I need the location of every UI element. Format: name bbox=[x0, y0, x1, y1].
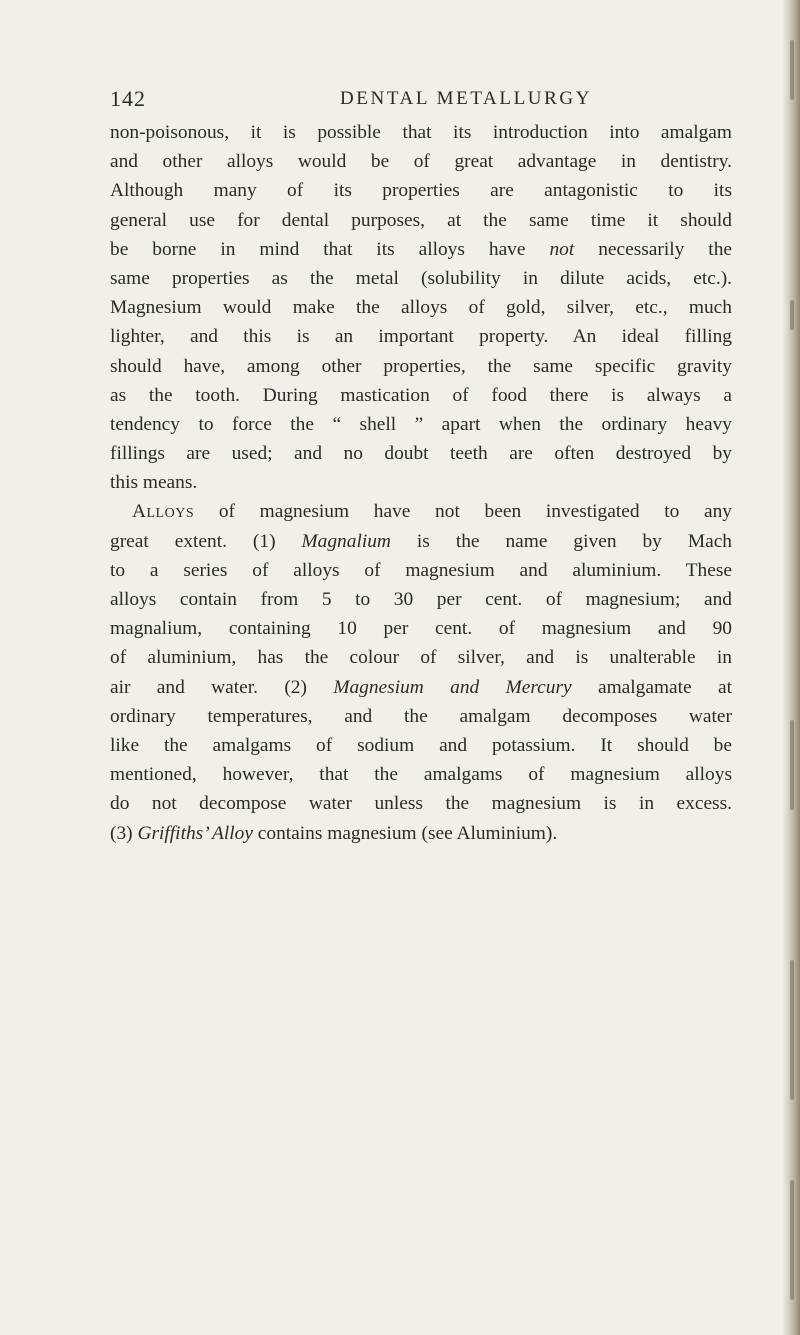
text-line: like the amalgams of sodium and potassium. It should be bbox=[110, 734, 732, 756]
edge-mark bbox=[790, 1180, 794, 1300]
text-run: be borne in mind that its alloys have bbox=[110, 238, 550, 260]
text-line: ordinary temperatures, and the amalgam decomposes water bbox=[110, 705, 732, 727]
running-head bbox=[110, 86, 732, 118]
edge-mark bbox=[790, 960, 794, 1100]
text-line: and other alloys would be of great advantage in dentistry. bbox=[110, 151, 732, 173]
text-line: should have, among other properties, the same specific gravity bbox=[110, 355, 732, 377]
emphasis: Magnesium and Mercury bbox=[333, 676, 572, 698]
text-line: same properties as the metal (solubility in dilute acids, etc.). bbox=[110, 267, 732, 289]
text-line bbox=[110, 235, 732, 264]
text-run: is the name given by Mach bbox=[390, 530, 732, 552]
text-line: of aluminium, has the colour of silver, and is unalterable in bbox=[110, 647, 732, 669]
text-line: Although many of its properties are antagonistic to its bbox=[110, 180, 732, 202]
edge-mark bbox=[790, 300, 794, 330]
edge-mark bbox=[790, 40, 794, 100]
emphasis: Magnalium bbox=[301, 530, 391, 552]
emphasis: Griffiths’ Alloy bbox=[137, 822, 253, 844]
text-run: of magnesium have not been investigated to any bbox=[194, 501, 732, 523]
text-line bbox=[110, 819, 732, 848]
text-line bbox=[110, 527, 732, 556]
small-caps-lead: Alloys bbox=[132, 501, 195, 523]
text-line: this means. bbox=[110, 472, 198, 494]
running-title: DENTAL METALLURGY bbox=[339, 88, 593, 109]
text-line: fillings are used; and no doubt teeth are often destroyed by bbox=[110, 443, 732, 465]
page-number: 142 bbox=[110, 86, 146, 111]
text-line: alloys contain from 5 to 30 per cent. of magnesium; and bbox=[110, 589, 732, 610]
emphasis: not bbox=[549, 238, 575, 260]
page-edge-shadow bbox=[782, 0, 800, 1335]
text-line: magnalium, containing 10 per cent. of magnesium and 90 bbox=[110, 618, 732, 640]
text-run: (3) bbox=[110, 822, 138, 844]
text-line: do not decompose water unless the magnesium is in excess. bbox=[110, 793, 732, 815]
text-run: air and water. (2) bbox=[110, 676, 334, 698]
paragraph-2 bbox=[110, 497, 732, 847]
edge-mark bbox=[790, 720, 794, 810]
text-line: non-poisonous, it is possible that its introduction into amalgam bbox=[110, 122, 732, 143]
text-line: Magnesium would make the alloys of gold, silver, etc., much bbox=[110, 297, 732, 319]
text-run: necessarily the bbox=[574, 238, 732, 260]
text-line: as the tooth. During mastication of food there is always a bbox=[110, 384, 732, 406]
text-run: great extent. (1) bbox=[110, 530, 302, 552]
text-line: tendency to force the “ shell ” apart when the ordinary heavy bbox=[110, 413, 732, 435]
text-line: lighter, and this is an important property. An ideal filling bbox=[110, 326, 732, 348]
body-text bbox=[110, 118, 732, 848]
text-line bbox=[110, 497, 732, 526]
text-line: general use for dental purposes, at the same time it should bbox=[110, 209, 732, 231]
text-line: mentioned, however, that the amalgams of magnesium alloys bbox=[110, 764, 732, 786]
paragraph-1 bbox=[110, 118, 732, 497]
text-run: amalgamate at bbox=[571, 676, 732, 698]
text-line bbox=[110, 673, 732, 702]
text-line: to a series of alloys of magnesium and aluminium. These bbox=[110, 559, 732, 581]
text-run: contains magnesium (see Aluminium). bbox=[252, 822, 558, 844]
